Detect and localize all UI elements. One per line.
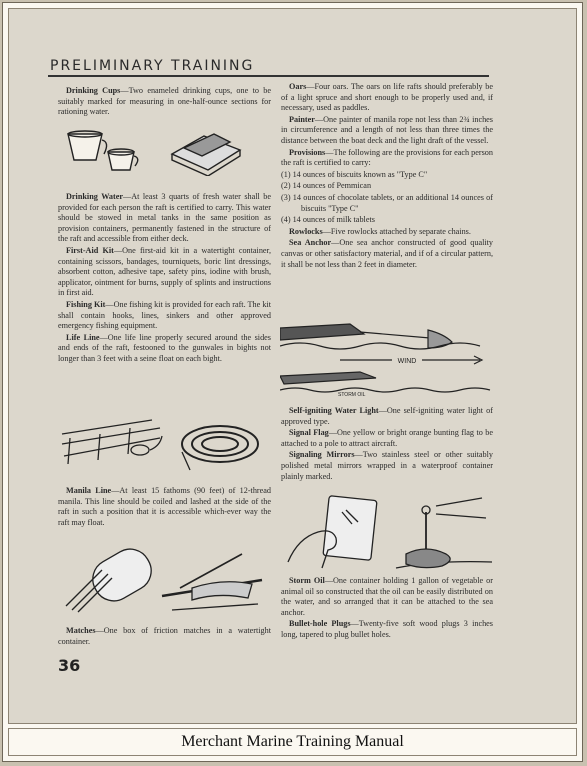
page-title: PRELIMINARY TRAINING <box>50 58 255 74</box>
page-number: 36 <box>58 656 81 675</box>
storm-oil-label: STORM OIL <box>338 392 366 398</box>
title-rule <box>48 75 489 77</box>
sea-anchor-text: —One sea anchor constructed of good quality canvas or other satisfactory material, and if of a circular pattern, it shall be not less than 2 feet in diameter. <box>281 238 493 269</box>
oars-term: Oars <box>289 82 307 91</box>
storm-oil-term: Storm Oil <box>289 576 325 585</box>
signal-flag-paragraph <box>281 428 493 449</box>
bullet-plugs-text: —Twenty-five soft wood plugs 3 inches long, tapered to plug bullet holes. <box>281 619 493 639</box>
painter-term: Painter <box>289 114 315 124</box>
painter-paragraph <box>281 115 493 147</box>
signaling-mirrors-paragraph <box>281 450 493 482</box>
life-line-illustration <box>60 414 270 474</box>
provisions-item: (1) 14 ounces of biscuits known as "Type C" <box>281 169 428 179</box>
life-line-paragraph <box>58 333 271 365</box>
water-light-term: Self-igniting Water Light <box>289 406 379 415</box>
sea-anchor-paragraph <box>281 238 493 270</box>
provisions-item: (4) 14 ounces of milk tablets <box>281 215 375 225</box>
bullet-plugs-term: Bullet-hole Plugs <box>289 619 351 629</box>
fishing-kit-term: Fishing Kit <box>66 299 106 309</box>
left-column <box>58 86 271 119</box>
rowlocks-term: Rowlocks <box>289 226 323 236</box>
matches-illustration <box>62 548 272 620</box>
fishing-kit-paragraph <box>58 300 271 332</box>
matches-paragraph <box>58 626 271 647</box>
drinking-cups-text: —Two enameled drinking cups, one to be suitably marked for measuring in one-half-ounce sections for rationing water. <box>58 86 271 117</box>
water-light-paragraph <box>281 406 493 427</box>
life-line-term: Life Line <box>66 332 100 342</box>
provisions-term: Provisions <box>289 147 326 157</box>
fishing-kit-text: —One fishing kit is provided for each raft. The kit shall contain hooks, lines, sinkers and other approved emergency fishing equipment. <box>58 299 271 331</box>
matches-term: Matches <box>66 626 96 635</box>
storm-oil-paragraph <box>281 576 493 618</box>
storm-oil-text: —One container holding 1 gallon of vegetable or animal oil so constructed that the oil can be easily distributed on the water, and so arranged that it can be attached to the sea anchor. <box>281 576 493 617</box>
manila-line-term: Manila Line <box>66 486 112 495</box>
provisions-text: —The following are the provisions for each person the raft is certified to carry: <box>281 147 493 168</box>
manila-line-paragraph <box>58 486 271 528</box>
rowlocks-text: —Five rowlocks attached by separate chains. <box>322 226 471 236</box>
provisions-item: (3) 14 ounces of chocolate tablets, or an additional 14 ounces of biscuits "Type C" <box>281 192 493 213</box>
provisions-paragraph <box>281 148 493 169</box>
first-aid-text: —One first-aid kit in a watertight container, containing scissors, bandages, tourniquets, boric lint dressings, absorbent cotton, adhesive tape, safety pins, iodine with brush, applicator, ointment for burns, supply of splints and instructions in first aid. <box>58 245 271 298</box>
drinking-water-paragraph <box>58 192 271 245</box>
manual-caption: Merchant Marine Training Manual <box>8 728 577 756</box>
right-column-bottom <box>281 576 493 642</box>
sea-anchor-term: Sea Anchor <box>289 238 332 248</box>
drinking-cups-paragraph <box>58 86 271 118</box>
water-light-text: —One self-igniting water light of approved type. <box>281 406 493 426</box>
drinking-cups-illustration <box>64 124 264 176</box>
bullet-plugs-paragraph <box>281 619 493 640</box>
oars-text: —Four oars. The oars on life rafts should preferably be of a light spruce and short enough to be properly used and, if necessary, used as paddles. <box>281 82 493 113</box>
first-aid-term: First-Aid Kit <box>66 245 114 255</box>
right-column-middle <box>281 406 493 483</box>
drinking-cups-term: Drinking Cups <box>66 86 121 95</box>
drinking-water-term: Drinking Water <box>66 192 124 201</box>
oars-paragraph <box>281 82 493 114</box>
signaling-mirrors-term: Signaling Mirrors <box>289 450 355 460</box>
provisions-item: (2) 14 ounces of Pemmican <box>281 181 372 191</box>
sea-anchor-illustration <box>280 316 494 398</box>
matches-text: —One box of friction matches in a watertight container. <box>58 626 271 646</box>
left-column-bottom <box>58 626 271 648</box>
signal-flag-term: Signal Flag <box>289 428 329 438</box>
signaling-mirrors-text: —Two stainless steel or other suitably polished metal mirrors wrapped in a waterproof container plainly marked. <box>281 450 493 481</box>
drinking-water-text: —At least 3 quarts of fresh water shall be provided for each person the raft is certified to carry. This water should be stowed in metal tanks in the same position as provision containers, permanently fastened in the structure of the raft and accessible from either deck. <box>58 192 272 244</box>
signal-flag-text: —One yellow or bright orange bunting flag to be attached to a pole to attract aircraft. <box>281 428 493 448</box>
life-line-text: —One life line properly secured around the sides and ends of the raft, festooned to the gunwales in bights not longer than 3 feet with a seine float on each bight. <box>58 332 271 363</box>
first-aid-paragraph <box>58 246 271 299</box>
left-column-lower <box>58 486 271 529</box>
signal-mirror-illustration <box>286 492 496 572</box>
wind-label: WIND <box>397 358 417 365</box>
rowlocks-paragraph <box>281 227 493 238</box>
painter-text: —One painter of manila rope not less than 2¾ inches in circumference and a length of not less than three times the distance between the boat deck and the light draft of the vessel. <box>281 114 493 145</box>
left-column-middle <box>58 192 271 366</box>
right-column <box>281 82 493 271</box>
manila-line-text: —At least 15 fathoms (90 feet) of 12-thread manila. This line should be coiled and lashed at the side of the raft in such a position that it is accessible which-ever way the raft may float. <box>58 486 271 527</box>
